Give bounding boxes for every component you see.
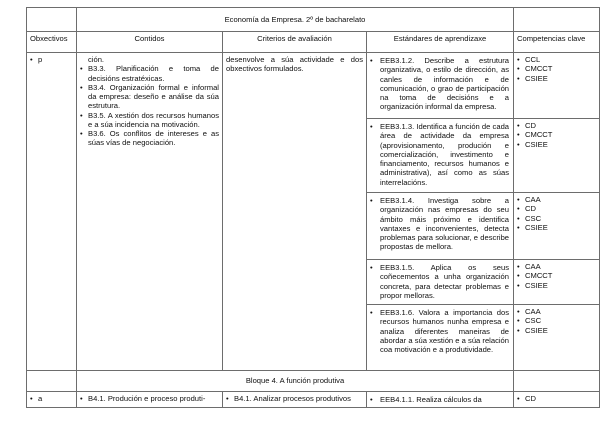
competence-item: • CCL	[517, 55, 596, 64]
standard-cell: • EEB3.1.4. Investiga sobre a organización nas empresas do seu ámbito máis próximo e identifica vantaxes e inconvenientes, detecta problemas para solucionar, e describe propostas de mellora.	[367, 193, 514, 260]
content-item: • B4.1. Produción e proceso produti-	[80, 394, 219, 403]
competence-item: • CSIEE	[517, 140, 596, 149]
objective-cell	[27, 392, 77, 408]
competence-item: • CMCCT	[517, 130, 596, 139]
header-competences: Competencias clave	[514, 32, 600, 53]
standard-text: EEB3.1.2. Describe a estrutura organizativa, o estilo de dirección, as canles de información e de comunicación, o grao de participación na toma de decisións e a organización informal da empresa.	[380, 56, 510, 112]
competence-item: • CD	[517, 394, 596, 403]
content-item: • B3.4. Organización formal e informal da empresa: deseño e análise da súa estrutura.	[80, 83, 219, 111]
objective-cell	[27, 53, 77, 371]
standard-cell: • EEB3.1.2. Describe a estrutura organizativa, o estilo de dirección, as canles de información e de comunicación, o grao de participación na toma de decisións e a organización informal da empresa.	[367, 53, 514, 119]
content-item: • B3.6. Os conflitos de intereses e as súas vías de negociación.	[80, 129, 219, 148]
competence-cell	[514, 392, 600, 408]
header-objectives: Obxectivos	[27, 32, 77, 53]
title-spacer-cell	[514, 8, 600, 32]
standard-text: EEB3.1.4. Investiga sobre a organización nas empresas do seu ámbito máis próximo e identifica vantaxes e inconvenientes, detecta problemas para solucionar, e describe propostas de mellora.	[380, 196, 510, 252]
competence-item: • CSIEE	[517, 281, 596, 290]
standard-text: EEB3.1.6. Valora a importancia dos recursos humanos nunha empresa e analiza diferentes maneiras de abordar a súa xestión e a súa relación coa motivación e a produtividade.	[380, 308, 510, 354]
competence-item: • CSIEE	[517, 74, 596, 83]
criterion-text: desenvolve a súa actividade e dos obxectivos formulados.	[226, 55, 363, 74]
standard-cell: • EEB4.1.1. Realiza cálculos da	[367, 392, 514, 408]
standard-cell: • EEB3.1.3. Identifica a función de cada área de actividade da empresa (aprovisionamento, produción e comercialización, investimento e financiamento, recursos humanos e administrativa), así como as súas interrelacións.	[367, 119, 514, 193]
criterion-item: • B4.1. Analizar procesos produtivos	[226, 394, 363, 403]
standard-text: EEB3.1.5. Aplica os seus coñecementos a unha organización concreta, para detectar problemas e propor melloras.	[380, 263, 510, 300]
section-spacer-cell	[514, 371, 600, 392]
competence-item: • CSIEE	[517, 326, 596, 335]
title-spacer-cell	[27, 8, 77, 32]
objective-item: • p	[30, 55, 73, 64]
header-contents: Contidos	[77, 32, 223, 53]
competence-item: • CAA	[517, 195, 596, 204]
competence-item: • CMCCT	[517, 64, 596, 73]
competence-cell	[514, 260, 600, 305]
curriculum-table	[26, 7, 600, 408]
competence-item: • CD	[517, 121, 596, 130]
standard-cell: • EEB3.1.6. Valora a importancia dos recursos humanos nunha empresa e analiza diferentes maneiras de abordar a súa xestión e a súa relación coa motivación e a produtividade.	[367, 305, 514, 371]
standard-text: EEB4.1.1. Realiza cálculos da	[380, 395, 482, 404]
competence-cell	[514, 305, 600, 371]
section-spacer-cell	[27, 371, 77, 392]
competence-item: • CSIEE	[517, 223, 596, 232]
standard-cell: • EEB3.1.5. Aplica os seus coñecementos a unha organización concreta, para detectar problemas e propor melloras.	[367, 260, 514, 305]
content-item: • B3.5. A xestión dos recursos humanos e a súa incidencia na motivación.	[80, 111, 219, 130]
criteria-cell	[223, 392, 367, 408]
competence-cell	[514, 193, 600, 260]
competence-item: • CMCCT	[517, 271, 596, 280]
content-continued: ción.	[88, 55, 105, 64]
content-item: • B3.3. Planificación e toma de decisións estratéxicas.	[80, 64, 219, 83]
section-title: Bloque 4. A función produtiva	[77, 371, 514, 392]
contents-cell	[77, 392, 223, 408]
header-standards: Estándares de aprendizaxe	[367, 32, 514, 53]
competence-item: • CAA	[517, 262, 596, 271]
standard-text: EEB3.1.3. Identifica a función de cada área de actividade da empresa (aprovisionamento, produción e comercialización, investimento e financiamento, recursos humanos e administrativa), así como as súas interrelacións.	[380, 122, 510, 187]
competence-item: • CAA	[517, 307, 596, 316]
objective-item: • a	[30, 394, 73, 403]
competence-cell	[514, 53, 600, 119]
table-title: Economía da Empresa. 2º de bacharelato	[77, 8, 514, 32]
competence-item: • CSC	[517, 214, 596, 223]
criteria-cell	[223, 53, 367, 371]
competence-cell	[514, 119, 600, 193]
competence-item: • CD	[517, 204, 596, 213]
competence-item: • CSC	[517, 316, 596, 325]
header-criteria: Criterios de avaliación	[223, 32, 367, 53]
contents-cell	[77, 53, 223, 371]
